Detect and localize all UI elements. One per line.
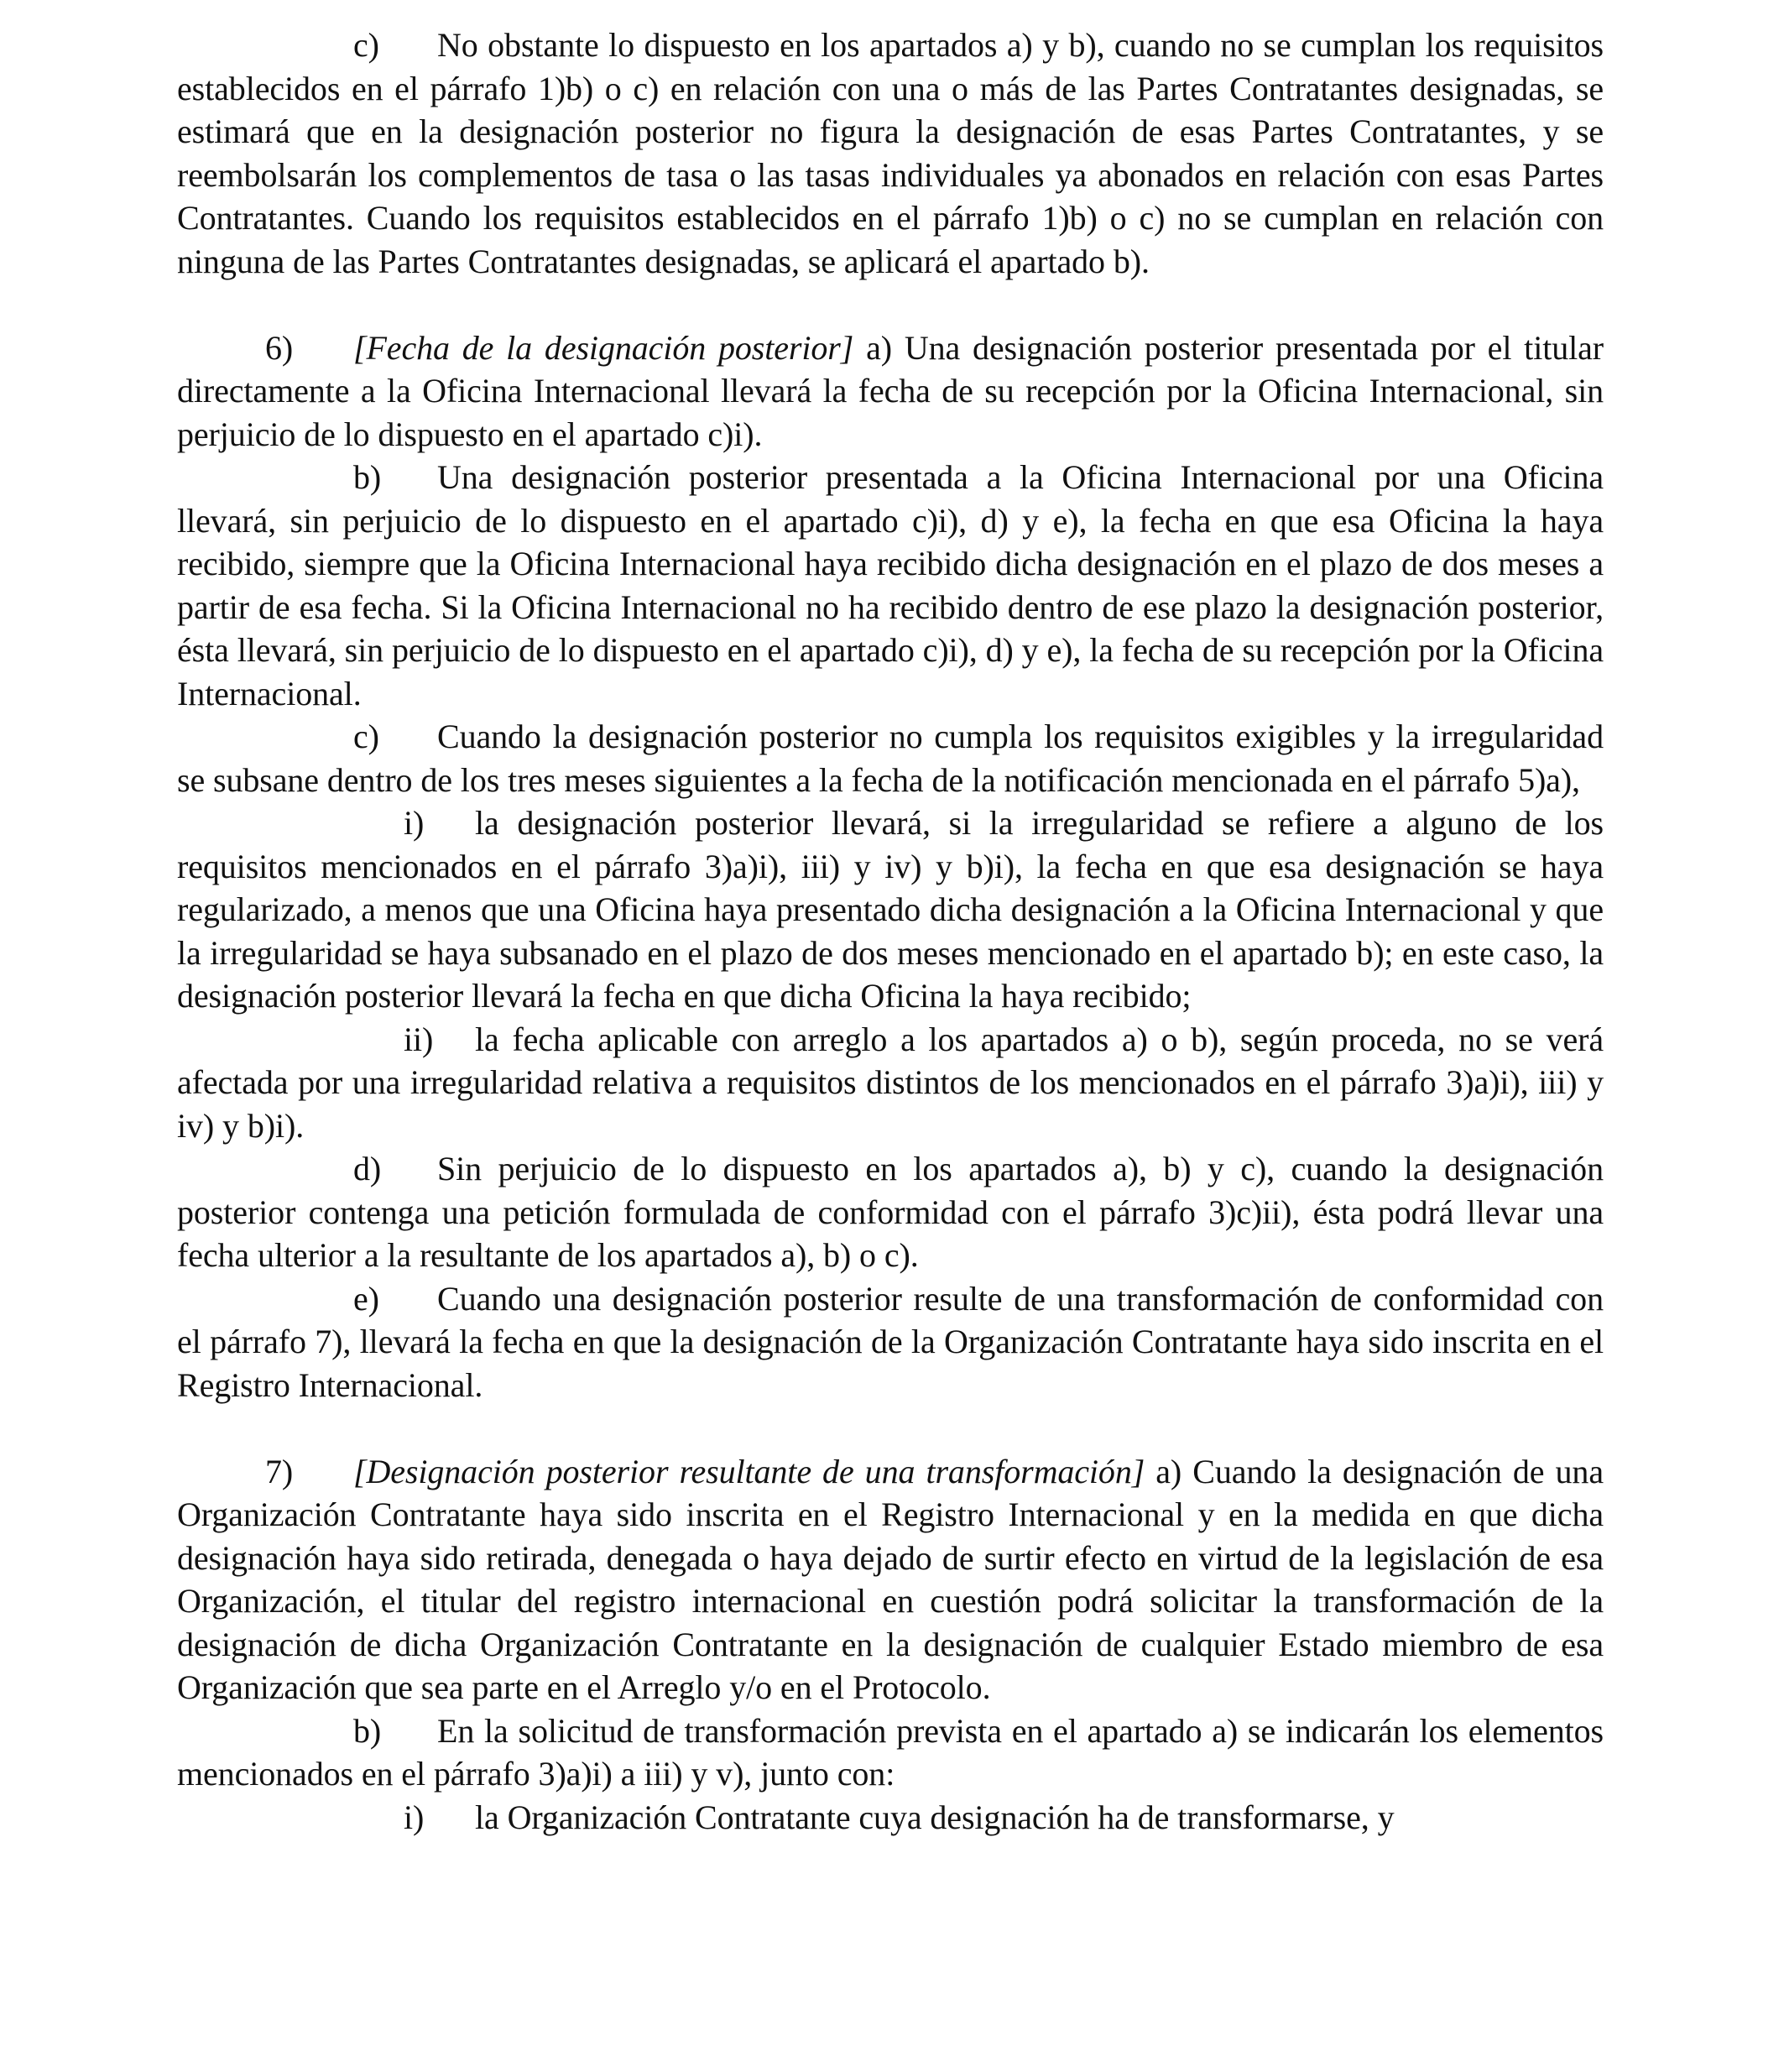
paragraph-text: En la solicitud de transformación prevista en el apartado a) se indicarán los elementos mencionados en el párrafo 3)a)i) a iii) y v), junto con: bbox=[177, 1711, 1604, 1793]
item-label: d) bbox=[353, 1150, 382, 1187]
paragraph-6d bbox=[177, 1147, 1604, 1277]
item-label: i) bbox=[404, 1798, 425, 1836]
paragraph-7a bbox=[177, 1450, 1604, 1709]
paragraph-6a bbox=[177, 326, 1604, 457]
document-page bbox=[177, 23, 1604, 1839]
spacer bbox=[177, 283, 1604, 326]
section-number: 6) bbox=[265, 328, 294, 367]
item-label: a) bbox=[866, 328, 892, 367]
spacer bbox=[177, 1407, 1604, 1450]
item-label: a) bbox=[1155, 1452, 1182, 1490]
paragraph-6c bbox=[177, 715, 1604, 801]
paragraph-text: la Organización Contratante cuya designación ha de transformarse, y bbox=[475, 1798, 1395, 1836]
paragraph-5c bbox=[177, 23, 1604, 283]
section-title: [Designación posterior resultante de una transformación] bbox=[353, 1452, 1145, 1490]
paragraph-6c-i bbox=[177, 801, 1604, 1018]
paragraph-6e bbox=[177, 1277, 1604, 1407]
item-label: i) bbox=[404, 804, 425, 842]
paragraph-text: No obstante lo dispuesto en los apartados a) y b), cuando no se cumplan los requisitos establecidos en el párrafo 1)b) o c) en relación con una o más de las Partes Contratantes designadas, se estimará que en la designación posterior no figura la designación de esas Partes Contratantes, y se reembolsarán los complementos de tasa o las tasas individuales ya abonados en relación con esas Partes Contratantes. Cuando los requisitos establecidos en el párrafo 1)b) o c) no se cumplan en relación con ninguna de las Partes Contratantes designadas, se aplicará el apartado b). bbox=[177, 26, 1604, 280]
paragraph-7b bbox=[177, 1709, 1604, 1796]
paragraph-text: la fecha aplicable con arreglo a los apartados a) o b), según proceda, no se verá afectada por una irregularidad relativa a requisitos distintos de los mencionados en el párrafo 3)a)i), iii) y iv) y b)i). bbox=[177, 1020, 1604, 1145]
paragraph-7b-i bbox=[177, 1796, 1604, 1840]
paragraph-text: Una designación posterior presentada por el titular directamente a la Oficina Internacional llevará la fecha de su recepción por la Oficina Internacional, sin perjuicio de lo dispuesto en el apartado c)i). bbox=[177, 328, 1604, 453]
item-label: e) bbox=[353, 1279, 379, 1318]
paragraph-text: Sin perjuicio de lo dispuesto en los apartados a), b) y c), cuando la designación posterior contenga una petición formulada de conformidad con el párrafo 3)c)ii), ésta podrá llevar una fecha ulterior a la resultante de los apartados a), b) o c). bbox=[177, 1150, 1604, 1274]
section-title: [Fecha de la designación posterior] bbox=[353, 328, 854, 367]
section-number: 7) bbox=[265, 1452, 294, 1490]
item-label: c) bbox=[353, 718, 379, 755]
item-label: c) bbox=[353, 26, 379, 64]
item-label: ii) bbox=[404, 1020, 434, 1058]
item-label: b) bbox=[353, 458, 382, 496]
paragraph-text: la designación posterior llevará, si la irregularidad se refiere a alguno de los requisitos mencionados en el párrafo 3)a)i), iii) y iv) y b)i), la fecha en que esa designación se haya regularizado, a menos que una Oficina haya presentado dicha designación a la Oficina Internacional y que la irregularidad se haya subsanado en el plazo de dos meses mencionado en el apartado b); en este caso, la designación posterior llevará la fecha en que dicha Oficina la haya recibido; bbox=[177, 804, 1604, 1015]
paragraph-text: Cuando una designación posterior resulte de una transformación de conformidad con el párrafo 7), llevará la fecha en que la designación de la Organización Contratante haya sido inscrita en el Registro Internacional. bbox=[177, 1279, 1604, 1404]
paragraph-text: Una designación posterior presentada a la Oficina Internacional por una Oficina llevará, sin perjuicio de lo dispuesto en el apartado c)i), d) y e), la fecha en que esa Oficina la haya recibido, siempre que la Oficina Internacional haya recibido dicha designación en el plazo de dos meses a partir de esa fecha. Si la Oficina Internacional no ha recibido dentro de ese plazo la designación posterior, ésta llevará, sin perjuicio de lo dispuesto en el apartado c)i), d) y e), la fecha de su recepción por la Oficina Internacional. bbox=[177, 458, 1604, 712]
paragraph-text: Cuando la designación de una Organización Contratante haya sido inscrita en el Registro Internacional y en la medida en que dicha designación haya sido retirada, denegada o haya dejado de surtir efecto en virtud de la legislación de esa Organización, el titular del registro internacional en cuestión podrá solicitar la transformación de la designación de dicha Organización Contratante en la designación de cualquier Estado miembro de esa Organización que sea parte en el Arreglo y/o en el Protocolo. bbox=[177, 1452, 1604, 1706]
paragraph-text: Cuando la designación posterior no cumpla los requisitos exigibles y la irregularidad se subsane dentro de los tres meses siguientes a la fecha de la notificación mencionada en el párrafo 5)a), bbox=[177, 718, 1604, 799]
paragraph-6c-ii bbox=[177, 1018, 1604, 1148]
paragraph-6b bbox=[177, 456, 1604, 715]
item-label: b) bbox=[353, 1711, 382, 1750]
